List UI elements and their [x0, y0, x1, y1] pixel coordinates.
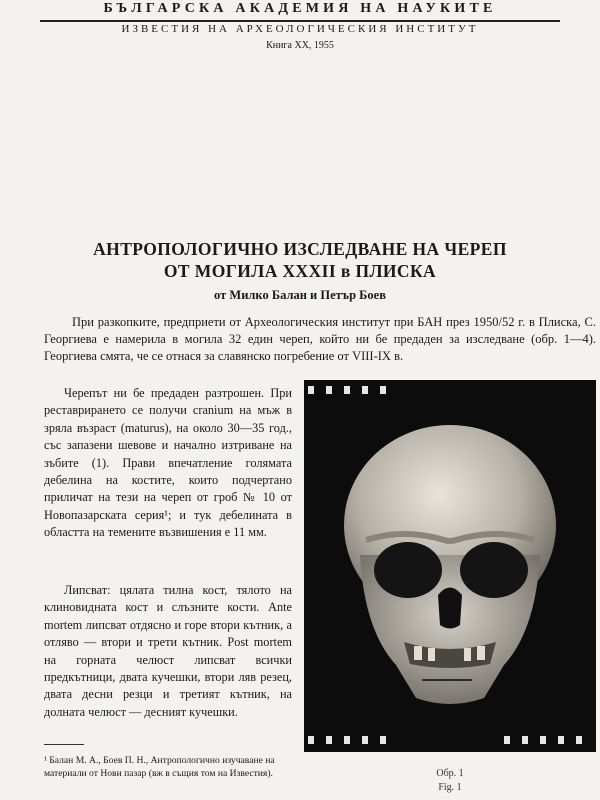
article-authors: от Милко Балан и Петър Боев [214, 288, 386, 302]
body-paragraph-1: Черепът ни бе предаден разтрошен. При реставрирането се получи cranium на мъж в зряла възраст (maturus), на около 30—35 год., със запазени шевове и начално изтриване на зъбите (1). Прави впечатление голямата дебелина на костите, които подчертано приличат на тези на череп от гроб № 10 от Новопазарската серия¹; и тук дебелината в областта на темените възвишения е 11 мм. [44, 386, 292, 540]
intro-paragraph: При разкопките, предприети от Археологическия институт при БАН през 1950/52 г. в Плиска, С. Георгиева е намерила в могила 32 един череп, който ни бе предаден за изследване (обр. 1—4). Георгиева смята, че се отнася за славянско погребение от VIII-IX в. [44, 315, 596, 363]
footnote-rule [44, 744, 84, 745]
body-paragraph-2: Липсват: цялата тилна кост, тялото на клиновидната кост и слъзните кости. Ante mortem липсват отдясно и горе втори кътник, а отляво — втори и трети кътник. Post mortem на горната челюст липсват всички предкътници, двата кучешки, втори ляв резец, двата десни резци и третият кътник, на долната челюст — десният кучешки. [44, 583, 292, 719]
article-title [0, 238, 600, 282]
figure-caption-bg: Обр. 1 [436, 768, 464, 779]
article-title-line-2: ОТ МОГИЛА XXXII в ПЛИСКА [163, 261, 437, 281]
footnote: ¹ Балан М. А., Боев П. Н., Антропологично изучаване на материали от Нови пазар (вж в същия том на Известия). [44, 755, 275, 779]
body-column-upper [44, 385, 292, 542]
skull-photograph [304, 380, 596, 752]
academy-header: БЪЛГАРСКА АКАДЕМИЯ НА НАУКИТЕ [103, 1, 497, 16]
journal-header: ИЗВЕСТИЯ НА АРХЕОЛОГИЧЕСКИЯ ИНСТИТУТ [121, 23, 479, 35]
volume-line: Книга XX, 1955 [266, 40, 334, 51]
skull-illustration [304, 380, 596, 752]
article-title-line-1: АНТРОПОЛОГИЧНО ИЗСЛЕДВАНЕ НА ЧЕРЕП [93, 239, 507, 259]
figure-caption-en: Fig. 1 [438, 782, 462, 793]
body-column-lower [44, 582, 292, 721]
